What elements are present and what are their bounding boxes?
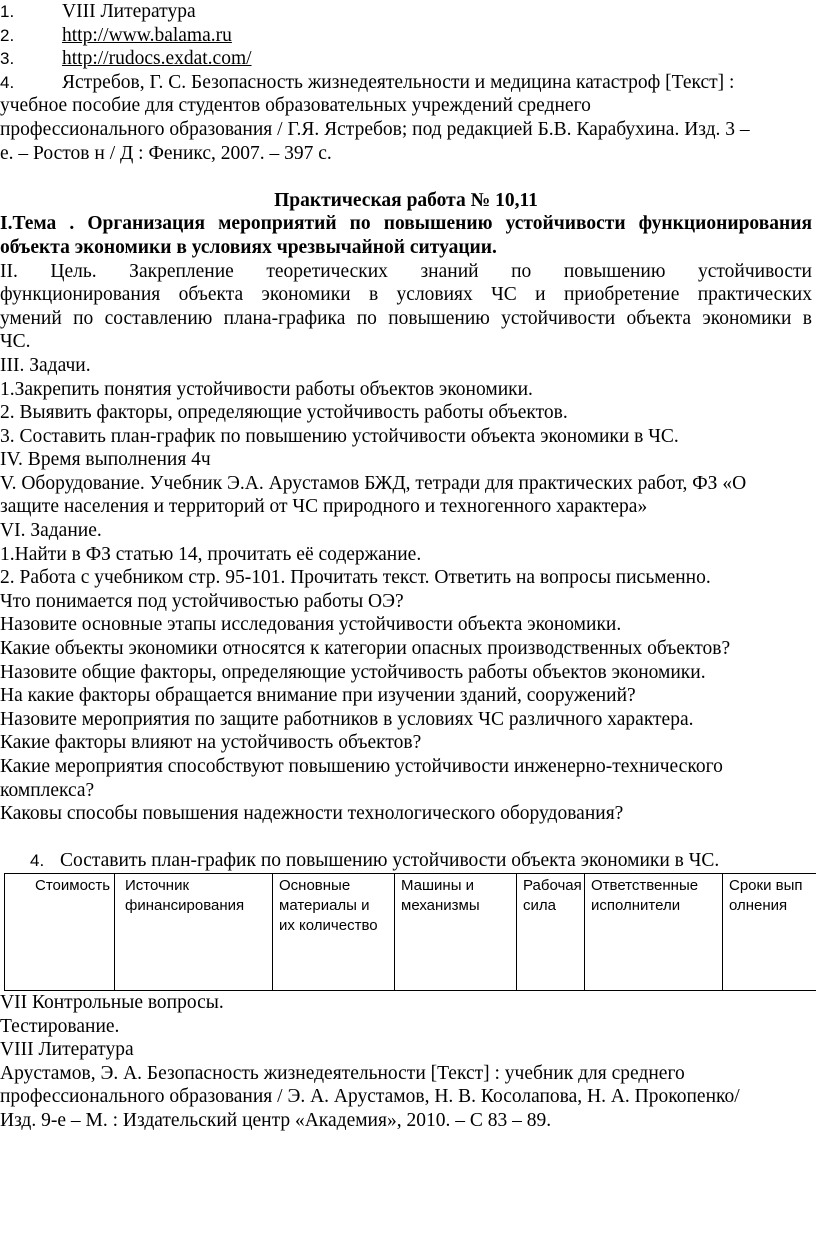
list-item — [0, 24, 816, 48]
table-header-cell: Основные материалы и их количество — [273, 873, 395, 990]
literature-heading: VIII Литература — [0, 1039, 134, 1061]
reference-line: е. – Ростов н / Д : Феникс, 2007. – 397 с. — [0, 142, 332, 164]
task-4-text: Составить план-график по повышению устойчивости объекта экономики в ЧС. — [60, 850, 720, 872]
text-line: 2. Работа с учебником стр. 95-101. Прочитать текст. Ответить на вопросы письменно. — [0, 567, 711, 589]
reference-line: учебное пособие для студентов образовательных учреждений среднего — [0, 95, 591, 117]
question-line: Что понимается под устойчивостью работы ОЭ? — [0, 590, 404, 612]
text-line: 3. Составить план-график по повышению устойчивости объекта экономики в ЧС. — [0, 425, 679, 447]
text-line: 1.Закрепить понятия устойчивости работы объектов экономики. — [0, 378, 533, 400]
text-line: IV. Время выполнения 4ч — [0, 449, 211, 471]
goal-line: функционирования объекта экономики в условиях ЧС и приобретение практических — [0, 284, 812, 306]
list-item-number: 2. — [0, 25, 15, 45]
theme-line: I.Тема . Организация мероприятий по повышению устойчивости функционирования — [0, 213, 812, 235]
question-line: Какие мероприятия способствуют повышению устойчивости инженерно-технического — [0, 756, 723, 777]
list-item-number: 3. — [0, 49, 15, 69]
testing-line: Тестирование. — [0, 1015, 120, 1037]
list-item-number: 1. — [0, 2, 15, 21]
balama-link[interactable]: http://www.balama.ru — [62, 24, 232, 46]
question-line: Какие объекты экономики относятся к категории опасных производственных объектов? — [0, 638, 731, 660]
text-line: защите населения и территорий от ЧС природного и техногенного характера» — [0, 496, 648, 518]
text-line: VI. Задание. — [0, 520, 102, 542]
reference-line: Изд. 9-е – М. : Издательский центр «Академия», 2010. – С 83 – 89. — [0, 1109, 552, 1131]
plan-schedule-table — [4, 873, 816, 991]
question-line: Назовите мероприятия по защите работников в условиях ЧС различного характера. — [0, 708, 694, 730]
table-header-cell: Стоимость — [5, 873, 115, 990]
goal-line: II. Цель. Закрепление теоретических знаний по повышению устойчивости — [0, 260, 812, 282]
question-line: Назовите основные этапы исследования устойчивости объекта экономики. — [0, 614, 622, 636]
list-item-text: VIII Литература — [62, 1, 196, 22]
reference-line: профессионального образования / Г.Я. Ястребов; под редакцией Б.В. Карабухина. Изд. 3 – — [0, 118, 750, 140]
task-4 — [0, 849, 816, 873]
question-line: комплекса? — [0, 779, 95, 801]
list-item — [0, 71, 816, 95]
table-row — [5, 873, 816, 990]
list-item — [0, 0, 816, 24]
list-item-number: 4. — [30, 851, 45, 871]
question-line: Назовите общие факторы, определяющие устойчивость работы объектов экономики. — [0, 661, 706, 683]
table-header-cell: Ответственные исполнители — [585, 873, 723, 990]
table-header-cell: Рабочая сила — [517, 873, 585, 990]
text-line: 2. Выявить факторы, определяющие устойчивость работы объектов. — [0, 402, 568, 424]
rudocs-link[interactable]: http://rudocs.exdat.com/ — [62, 48, 252, 70]
theme-line: объекта экономики в условиях чрезвычайной ситуации. — [0, 236, 497, 258]
question-line: Каковы способы повышения надежности технологического оборудования? — [0, 803, 624, 825]
goal-line: ЧС. — [0, 331, 31, 353]
text-line: 1.Найти в ФЗ статью 14, прочитать её содержание. — [0, 543, 422, 565]
text-line: V. Оборудование. Учебник Э.А. Арустамов БЖД, тетради для практических работ, ФЗ «О — [0, 472, 747, 494]
list-item-number: 4. — [0, 72, 15, 92]
question-line: Какие факторы влияют на устойчивость объектов? — [0, 732, 422, 754]
question-line: На какие факторы обращается внимание при изучении зданий, сооружений? — [0, 685, 636, 707]
reference-line: Арустамов, Э. А. Безопасность жизнедеятельности [Текст] : учебник для среднего — [0, 1062, 685, 1084]
reference-text: Ястребов, Г. С. Безопасность жизнедеятельности и медицина катастроф [Текст] : — [62, 71, 735, 93]
table-header-cell: Машины и механизмы — [395, 873, 517, 990]
after-table-section — [0, 991, 816, 1133]
reference-line: профессионального образования / Э. А. Арустамов, Н. В. Косолапова, Н. А. Прокопенко/ — [0, 1086, 740, 1108]
control-questions: VII Контрольные вопросы. — [0, 991, 224, 1013]
task-section — [0, 354, 816, 826]
top-reference-list — [0, 0, 816, 165]
list-item — [0, 47, 816, 71]
practical-work-title: Практическая работа № 10,11 — [274, 189, 538, 211]
table-header-cell: Источник финансирования — [115, 873, 273, 990]
text-line: III. Задачи. — [0, 354, 91, 376]
table-header-cell: Сроки выполнения — [723, 873, 816, 990]
goal-line: умений по составлению плана-графика по повышению устойчивости объекта экономики в — [0, 307, 812, 329]
